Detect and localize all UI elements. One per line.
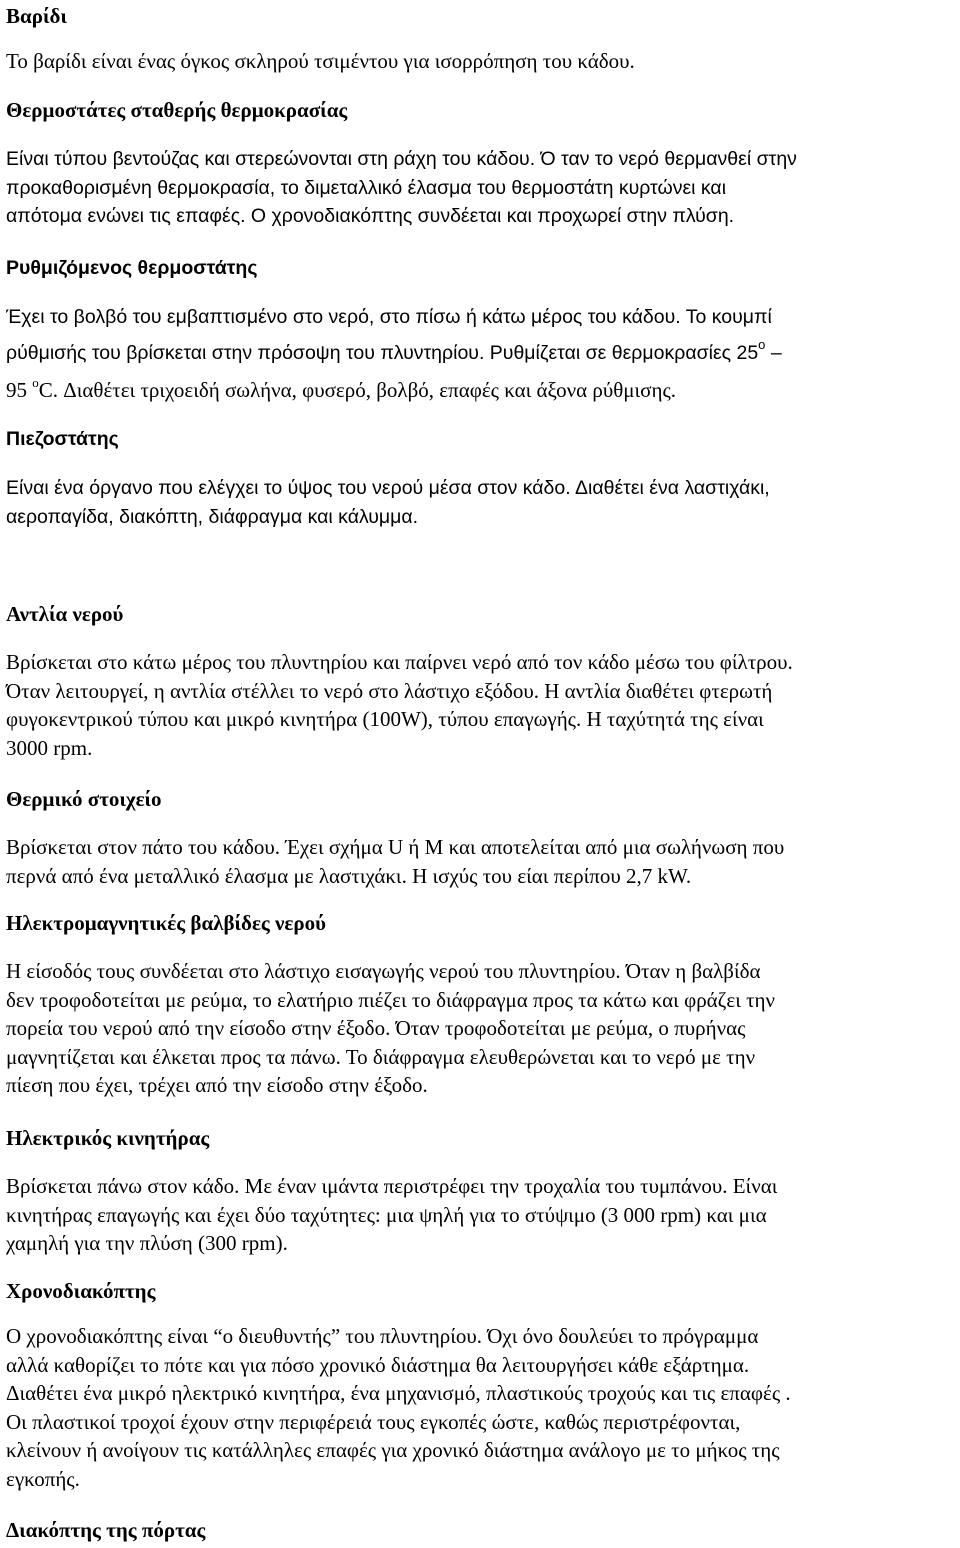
text-line: 3000 rpm. <box>6 735 93 760</box>
text-line: Βρίσκεται στον πάτο του κάδου. Έχει σχήμα U ή M και αποτελείται από μια σωλήνωση που <box>6 835 785 859</box>
heading-thermiko: Θερμικό στοιχείο <box>6 787 162 811</box>
text-segment: C. Διαθέτει τριχοειδή σωλήνα, φυσερό, βολβό, επαφές και άξονα ρύθμισης. <box>38 378 677 402</box>
text-line: Ο χρονοδιακόπτης είναι “ο διευθυντής” του πλυντηρίου. Όχι όνο δουλεύει το πρόγραμμα <box>6 1324 759 1348</box>
text-line: εγκοπής. <box>6 1466 80 1491</box>
text-line: Διαθέτει ένα μικρό ηλεκτρικό κινητήρα, ένα μηχανισμό, πλαστικούς τροχούς και τις επαφές . <box>6 1381 791 1406</box>
paragraph-rythmizomenos-line2 <box>6 339 956 370</box>
text-line: Όταν λειτουργεί, η αντλία στέλλει το νερό στο λάστιχο εξόδου. Η αντλία διαθέτει φτερωτή <box>6 678 773 703</box>
text-line: περνά από ένα μεταλλικό έλασμα με λαστιχάκι. Η ισχύς του είαι περίπου 2,7 kW. <box>6 863 692 888</box>
text-line: Είναι τύπου βεντούζας και στερεώνονται στη ράχη του κάδου. Ό ταν το νερό θερμανθεί στην <box>6 148 797 170</box>
paragraph-kinitiras <box>6 1172 956 1258</box>
heading-piezostatis: Πιεζοστάτης <box>6 428 119 450</box>
paragraph-rythmizomenos-line3 <box>6 376 956 408</box>
text-line <box>6 376 956 408</box>
text-line: Έχει το βολβό του εμβαπτισμένο στο νερό, στο πίσω ή κάτω μέρος του κάδου. Το κουμπί <box>6 306 772 328</box>
text-line: Το βαρίδι είναι ένας όγκος σκληρού τσιμέντου για ισορρόπηση του κάδου. <box>6 49 635 73</box>
text-line: μαγνητίζεται και έλκεται προς τα πάνω. Το διάφραγμα ελευθερώνεται και το νερό με την <box>6 1044 756 1069</box>
heading-antlia: Αντλία νερού <box>6 602 124 626</box>
text-line: αλλά καθορίζει το πότε και για πόσο χρονικό διάστημα θα λειτουργήσει κάθε εξάρτημα. <box>6 1352 750 1377</box>
text-line: δεν τροφοδοτείται με ρεύμα, το ελατήριο πιέζει το διάφραγμα προς τα κάτω και φράζει την <box>6 987 776 1012</box>
paragraph-antlia <box>6 648 956 762</box>
heading-valvides: Ηλεκτρομαγνητικές βαλβίδες νερού <box>6 911 327 935</box>
degree-superscript: o <box>758 337 766 352</box>
text-line: Οι πλαστικοί τροχοί έχουν στην περιφέρειά τους εγκοπές ώστε, καθώς περιστρέφονται, <box>6 1409 741 1434</box>
text-line: κλείνουν ή ανοίγουν τις κατάλληλες επαφές για χρονικό διάστημα ανάλογο με το μήκος της <box>6 1438 780 1463</box>
heading-rythmizomenos: Ρυθμιζόμενος θερμοστάτης <box>6 257 258 279</box>
text-segment: 95 <box>6 378 33 402</box>
text-line: προκαθορισμένη θερμοκρασία, το διμεταλλικό έλασμα του θερμοστάτη κυρτώνει και <box>6 176 727 199</box>
heading-thermostates: Θερμοστάτες σταθερής θερμοκρασίας <box>6 98 348 122</box>
text-line: πίεση που έχει, τρέχει από την είσοδο στην έξοδο. <box>6 1073 428 1098</box>
heading-diakoptis: Διακόπτης της πόρτας <box>6 1518 206 1542</box>
paragraph-valvides <box>6 957 956 1100</box>
paragraph-thermiko <box>6 833 956 890</box>
heading-kinitiras: Ηλεκτρικός κινητήρας <box>6 1126 210 1150</box>
paragraph-piezostatis <box>6 474 956 531</box>
paragraph-xronodiakoptis <box>6 1322 956 1494</box>
paragraph-thermostates <box>6 145 956 231</box>
text-line: Είναι ένα όργανο που ελέγχει το ύψος του νερού μέσα στον κάδο. Διαθέτει ένα λαστιχάκι, <box>6 477 770 499</box>
text-line: Βρίσκεται πάνω στον κάδο. Με έναν ιμάντα περιστρέφει την τροχαλία του τυμπάνου. Είναι <box>6 1174 778 1198</box>
text-line: απότομα ενώνει τις επαφές. Ο χρονοδιακόπτης συνδέεται και προχωρεί στην πλύση. <box>6 205 735 228</box>
text-line: κινητήρας επαγωγής και έχει δύο ταχύτητες: μια ψηλή για το στύψιμο (3 000 rpm) και μια <box>6 1202 767 1227</box>
text-segment: – <box>765 342 782 364</box>
text-line: πορεία του νερού από την είσοδο στην έξοδο. Όταν τροφοδοτείται με ρεύμα, ο πυρήνας <box>6 1016 746 1041</box>
text-line: Η είσοδός τους συνδέεται στο λάστιχο εισαγωγής νερού του πλυντηρίου. Όταν η βαλβίδα <box>6 959 761 983</box>
paragraph-rythmizomenos <box>6 303 956 332</box>
degree-superscript: o <box>32 375 39 390</box>
text-segment: ρύθμισής του βρίσκεται στην πρόσοψη του πλυντηρίου. Ρυθμίζεται σε θερμοκρασίες 25 <box>6 342 759 364</box>
paragraph-baridi <box>6 47 956 76</box>
text-line: Βρίσκεται στο κάτω μέρος του πλυντηρίου και παίρνει νερό από τον κάδο μέσω του φίλτρου. <box>6 650 793 674</box>
text-line <box>6 339 956 370</box>
text-line: αεροπαγίδα, διακόπτη, διάφραγμα και κάλυμμα. <box>6 505 419 528</box>
heading-baridi: Βαρίδι <box>6 4 67 28</box>
text-line: χαμηλή για την πλύση (300 rpm). <box>6 1231 288 1256</box>
text-line: φυγοκεντρικού τύπου και μικρό κινητήρα (100W), τύπου επαγωγής. Η ταχύτητά της είναι <box>6 707 764 732</box>
heading-xronodiakoptis: Χρονοδιακόπτης <box>6 1279 156 1303</box>
